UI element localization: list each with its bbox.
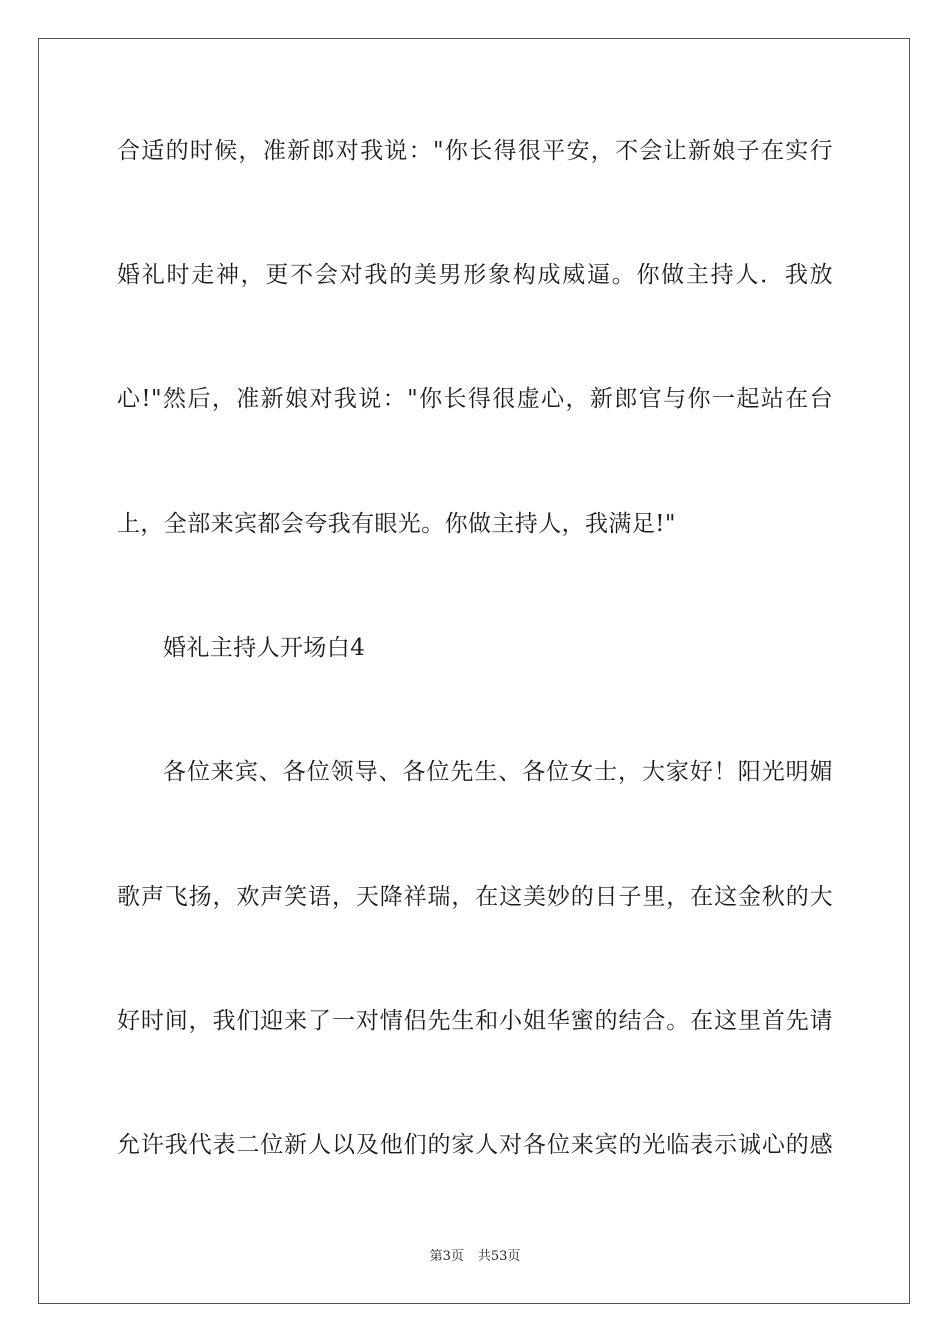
page-border	[38, 38, 910, 1304]
paragraph-line: 各位来宾、各位领导、各位先生、各位女士，大家好！阳光明媚	[163, 759, 833, 785]
paragraph-line: 心!"然后，准新娘对我说："你长得很虚心，新郎官与你一起站在台	[117, 386, 833, 412]
paragraph-line: 上，全部来宾都会夸我有眼光。你做主持人，我满足!"	[117, 511, 676, 537]
paragraph-line: 好时间，我们迎来了一对情侣先生和小姐华蜜的结合。在这里首先请	[117, 1008, 833, 1034]
paragraph-line: 允许我代表二位新人以及他们的家人对各位来宾的光临表示诚心的感	[117, 1132, 833, 1158]
paragraph-line: 婚礼时走神，更不会对我的美男形象构成威逼。你做主持人．我放	[117, 262, 833, 288]
section-heading: 婚礼主持人开场白4	[163, 635, 366, 661]
page-number: 第3页	[429, 1249, 464, 1264]
paragraph-line: 合适的时候，准新郎对我说："你长得很平安，不会让新娘子在实行	[117, 138, 833, 164]
page-footer	[0, 1248, 950, 1266]
page-total: 共53页	[477, 1249, 521, 1264]
paragraph-line: 歌声飞扬，欢声笑语，天降祥瑞，在这美妙的日子里，在这金秋的大	[117, 884, 833, 910]
